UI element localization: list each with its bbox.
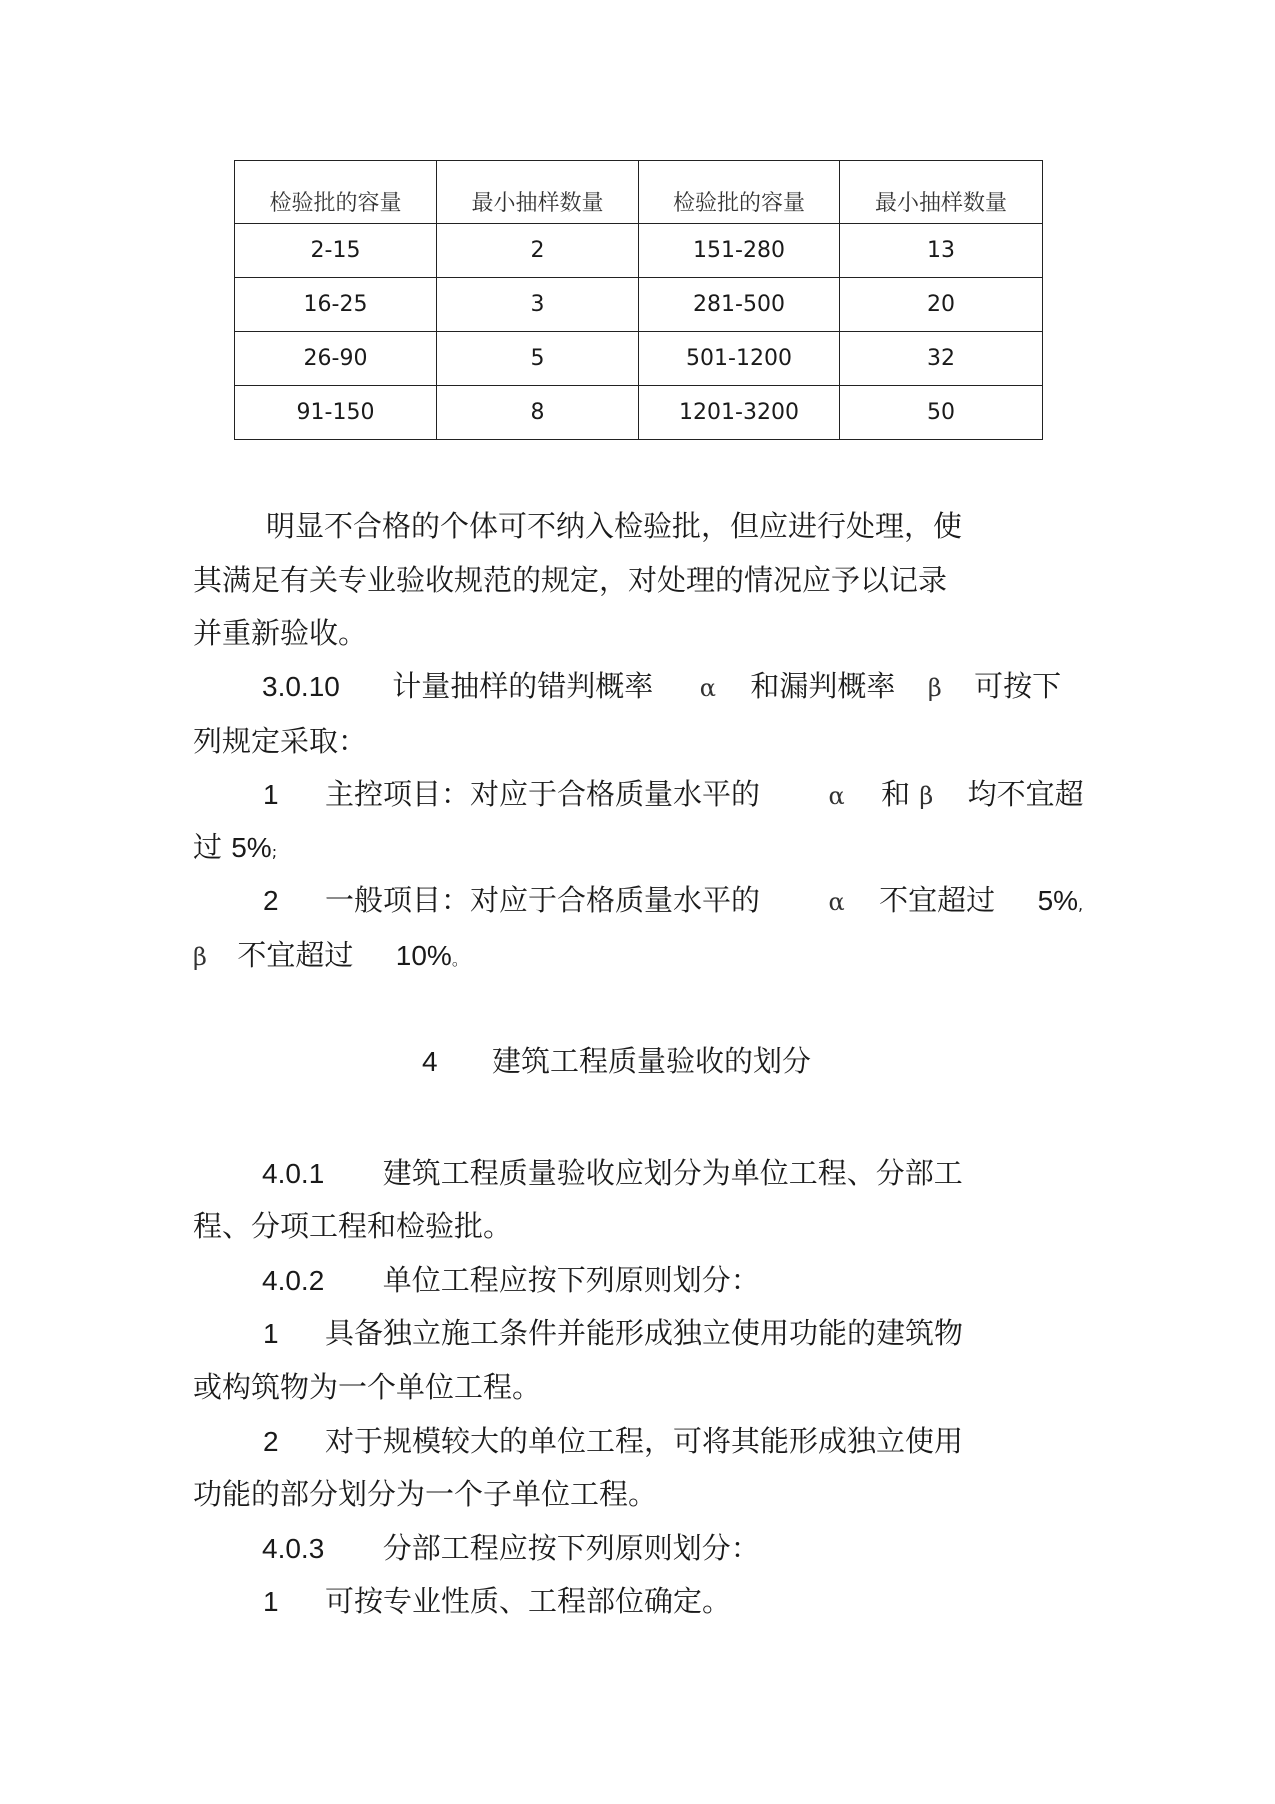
paragraph-line: 程、分项工程和检验批。 bbox=[193, 1209, 513, 1243]
percent-value: 5% bbox=[1037, 885, 1079, 916]
punctuation: ; bbox=[271, 842, 278, 861]
clause-text: 分部工程应按下列原则划分： bbox=[382, 1531, 760, 1565]
clause-4-0-1 bbox=[262, 1156, 963, 1190]
item-number: 1 bbox=[263, 1318, 279, 1349]
table-cell: 151-280 bbox=[639, 224, 840, 278]
table-cell: 50 bbox=[840, 386, 1043, 440]
clause-number: 4.0.1 bbox=[262, 1158, 325, 1189]
item-text: 主控项目：对应于合格质量水平的 bbox=[325, 777, 761, 811]
table-header-cell: 检验批的容量 bbox=[639, 161, 840, 224]
chapter-heading bbox=[422, 1044, 812, 1078]
beta-symbol: β bbox=[919, 782, 934, 810]
item-number: 2 bbox=[263, 1426, 279, 1457]
sampling-table bbox=[234, 160, 1043, 440]
item-text: 具备独立施工条件并能形成独立使用功能的建筑物 bbox=[325, 1316, 964, 1350]
table-cell: 16-25 bbox=[235, 278, 437, 332]
clause-text: 建筑工程质量验收应划分为单位工程、分部工 bbox=[382, 1156, 963, 1190]
item-number: 2 bbox=[263, 885, 279, 916]
item-text: 和 bbox=[881, 777, 911, 811]
table-cell: 32 bbox=[840, 332, 1043, 386]
percent-value: 5% bbox=[231, 832, 272, 863]
table-cell: 2 bbox=[437, 224, 639, 278]
clause-number: 3.0.10 bbox=[262, 671, 340, 702]
clause-4-0-3 bbox=[262, 1531, 760, 1565]
list-item-2 bbox=[263, 883, 1084, 917]
item-text: 对于规模较大的单位工程，可将其能形成独立使用 bbox=[325, 1424, 964, 1458]
item-number: 1 bbox=[263, 1586, 279, 1617]
table-cell: 26-90 bbox=[235, 332, 437, 386]
table-header-cell: 检验批的容量 bbox=[235, 161, 437, 224]
chapter-title: 建筑工程质量验收的划分 bbox=[492, 1044, 812, 1078]
table-cell: 20 bbox=[840, 278, 1043, 332]
clause-text: 单位工程应按下列原则划分： bbox=[382, 1263, 760, 1297]
beta-symbol: β bbox=[193, 943, 207, 971]
table-row bbox=[235, 224, 1043, 278]
clause-3-0-10 bbox=[262, 669, 1062, 703]
table-row bbox=[235, 278, 1043, 332]
table-header-row bbox=[235, 161, 1043, 224]
item-text: 一般项目：对应于合格质量水平的 bbox=[325, 883, 761, 917]
clause-text: 和漏判概率 bbox=[750, 669, 896, 703]
clause-number: 4.0.3 bbox=[262, 1533, 325, 1564]
alpha-symbol: α bbox=[828, 888, 845, 916]
table-cell: 1201-3200 bbox=[639, 386, 840, 440]
item-text: 不宜超过 bbox=[237, 938, 354, 972]
item-number: 1 bbox=[263, 779, 279, 810]
paragraph-line: 其满足有关专业验收规范的规定，对处理的情况应予以记录 bbox=[193, 563, 948, 597]
table-cell: 8 bbox=[437, 386, 639, 440]
list-item bbox=[263, 1424, 964, 1458]
table-cell: 91-150 bbox=[235, 386, 437, 440]
item-text: 均不宜超 bbox=[967, 777, 1084, 811]
table-cell: 281-500 bbox=[639, 278, 840, 332]
table-cell: 501-1200 bbox=[639, 332, 840, 386]
item-text: 可按专业性质、工程部位确定。 bbox=[325, 1584, 732, 1618]
beta-symbol: β bbox=[927, 674, 942, 702]
paragraph-line: 功能的部分划分为一个子单位工程。 bbox=[193, 1477, 658, 1511]
alpha-symbol: α bbox=[699, 674, 716, 702]
list-item-1 bbox=[263, 777, 1084, 811]
table-cell: 3 bbox=[437, 278, 639, 332]
paragraph-line: 并重新验收。 bbox=[193, 616, 368, 650]
item-text: 过 bbox=[193, 830, 223, 864]
chapter-number: 4 bbox=[422, 1046, 438, 1077]
clause-number: 4.0.2 bbox=[262, 1265, 325, 1296]
table-row bbox=[235, 386, 1043, 440]
list-item bbox=[263, 1584, 732, 1618]
item-text: 不宜超过 bbox=[879, 883, 996, 917]
table-cell: 5 bbox=[437, 332, 639, 386]
table-cell: 2-15 bbox=[235, 224, 437, 278]
percent-value: 10% bbox=[395, 940, 452, 971]
table-header-cell: 最小抽样数量 bbox=[437, 161, 639, 224]
list-item bbox=[263, 1316, 964, 1350]
table-row bbox=[235, 332, 1043, 386]
paragraph-line bbox=[193, 938, 468, 972]
alpha-symbol: α bbox=[828, 782, 845, 810]
table-header-cell: 最小抽样数量 bbox=[840, 161, 1043, 224]
paragraph-line: 或构筑物为一个单位工程。 bbox=[193, 1370, 542, 1404]
punctuation: 。 bbox=[451, 950, 468, 969]
table-cell: 13 bbox=[840, 224, 1043, 278]
paragraph-line bbox=[193, 830, 278, 864]
punctuation: , bbox=[1078, 895, 1084, 914]
clause-text: 可按下 bbox=[974, 669, 1062, 703]
paragraph-line: 明显不合格的个体可不纳入检验批，但应进行处理，使 bbox=[266, 509, 963, 543]
clause-4-0-2 bbox=[262, 1263, 760, 1297]
clause-text: 计量抽样的错判概率 bbox=[392, 669, 654, 703]
paragraph-line: 列规定采取： bbox=[193, 724, 368, 758]
